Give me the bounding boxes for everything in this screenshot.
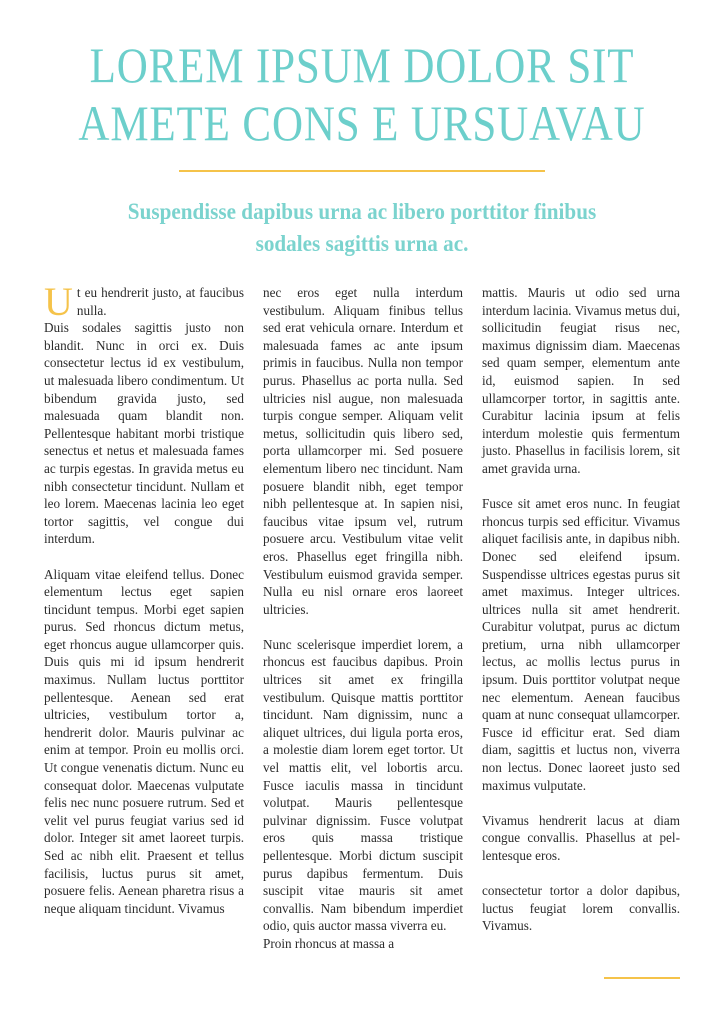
body-columns	[44, 279, 680, 1004]
paragraph: nec eros eget nulla interdum vestibulum. Aliquam finibus tellus sed erat vehicula ornare. Interdum et malesuada fames ac ante ipsum primis in faucibus. Nulla non tempor purus. Phasellus ac porta nulla. Sed ultricies nisl augue, non malesuada turpis congue semper. Aliquam velit metus, sollicitudin quis libero sed, porta ullamcorper mi. Sed posuere elementum libero nec tincidunt. Nam posuere blandit nibh, eget tempor nibh pellentesque at. In sapien nisi, faucibus vitae ipsum vel, rutrum posuere arcu. Vestibulum vitae velit eros. Phasellus eget fringilla nibh. Vestibulum euismod gravida semper. Nulla eu nisl ornare eros laoreet ultricies.	[263, 285, 463, 617]
column-1	[44, 279, 244, 917]
drop-cap: U	[44, 279, 73, 324]
title-divider	[179, 170, 545, 172]
title-line-2: AMETE CONS E URSUAVAU	[78, 95, 646, 151]
paragraph: mattis. Mauris ut odio sed urna interdum lacinia. Vivamus metus dui, sollicitudin feugiat risus nec, maximus dignissim diam. Maecenas sed quam semper, elementum ante id, euismod sapien. In sed ullamcorper tortor, in sagittis ante. Curabitur lacinia ipsum at felis interdum molestie quis fermentum justo. Phasellus in facilisis lorem, sit amet gravida urna.	[482, 285, 680, 476]
column-3	[482, 284, 680, 935]
paragraph: Nunc scelerisque imperdiet lorem, a rhoncus est faucibus dapibus. Proin ultrices sit amet ex fringilla vestibulum. Quisque mattis porttitor tincidunt. Nam dignissim, nunc a aliquet ultrices, dui ligula porta eros, a molestie diam lorem eget tortor. Ut vel mattis elit, vel lobortis arcu. Fusce iaculis massa in tincidunt volutpat. Mauris pellentesque pulvinar dignissim. Fusce volutpat eros quis massa tristique pellentesque. Morbi dictum suscipit purus dapibus fermentum. Duis suscipit vitae mauris sit amet convallis. Nam bibendum imperdiet odio, quis auctor massa viverra eu.	[263, 636, 463, 934]
column-2	[263, 284, 463, 953]
subtitle-line-1: Suspendisse dapibus urna ac libero porttitor finibus	[127, 199, 597, 224]
paragraph	[44, 279, 244, 324]
subtitle-line-2: sodales sagittis urna ac.	[255, 231, 469, 256]
page-title	[0, 36, 724, 152]
subtitle	[40, 196, 684, 260]
end-of-article-rule	[604, 977, 680, 979]
paragraph: Aliquam vitae eleifend tellus. Donec elementum lectus eget sapien tincidunt tempus. Morbi eget sapien purus. Sed rhoncus dictum metus, eget rhoncus augue ullamcorper quis. Duis quis mi id ipsum hendrerit maximus. Nullam luctus porttitor pellentesque. Aenean sed erat ultricies, vestibulum tortor a, hendrerit dolor. Mauris pulvinar ac enim at tempor. Proin eu mollis orci. Ut congue venenatis dictum. Nunc eu consequat dolor. Maecenas vulputate felis nec nunc posuere rutrum. Sed et velit vel purus feugiat varius sed id dolor. Integer sit amet laoreet turpis. Sed ac nibh elit. Praesent et tellus facilisis, luctus purus sit amet, posuere felis. Aenean pharetra risus a neque aliquam tincidunt. Vivamus	[44, 566, 244, 916]
title-line-1: LOREM IPSUM DOLOR SIT	[89, 37, 635, 93]
paragraph: Duis sodales sagittis justo non blandit. Nunc in orci ex. Duis consectetur lectus id ex vestibulum, ut malesuada libero condimentum. Ut bibendum gravida justo, sed malesuada quam blandit non. Pellentesque habitant morbi tristique senectus et netus et malesuada fames ac turpis egestas. In gravida metus eu nibh consectetur tincidunt. Nullam et leo lorem. Maecenas lacinia leo eget tortor sagittis, vel congue dui interdum.	[44, 320, 244, 547]
paragraph-text: t eu hendrerit justo, at faucibus nulla.	[76, 285, 244, 318]
paragraph: Vivamus hendrerit lacus at diam congue convallis. Phasellus at pellentesque eros.	[482, 812, 680, 863]
paragraph: Proin rhoncus at massa a	[263, 935, 395, 951]
paragraph: Fusce sit amet eros nunc. In feugiat rhoncus turpis sed efficitur. Vivamus aliquet facilisis ante, in dapibus nibh. Donec sed eleifend ipsum. Suspendisse ultrices egestas purus sit amet maximus. Integer ultrices. ultrices nulla sit amet hendrerit. Curabitur volutpat, purus ac dictum pretium, urna nibh ullamcorper lectus, ac mollis lectus purus in ipsum. Duis porttitor volutpat neque nec elementum. Aenean faucibus quam at nunc consequat ullamcorper. Fusce id efficitur erat. Sed diam diam, sagittis et luctus non, viverra non lectus. Donec laoreet justo sed maximus vulputate.	[482, 496, 680, 793]
paragraph: consectetur tortor a dolor dapibus, luctus feugiat lorem convallis. Vivamus.	[482, 883, 680, 934]
